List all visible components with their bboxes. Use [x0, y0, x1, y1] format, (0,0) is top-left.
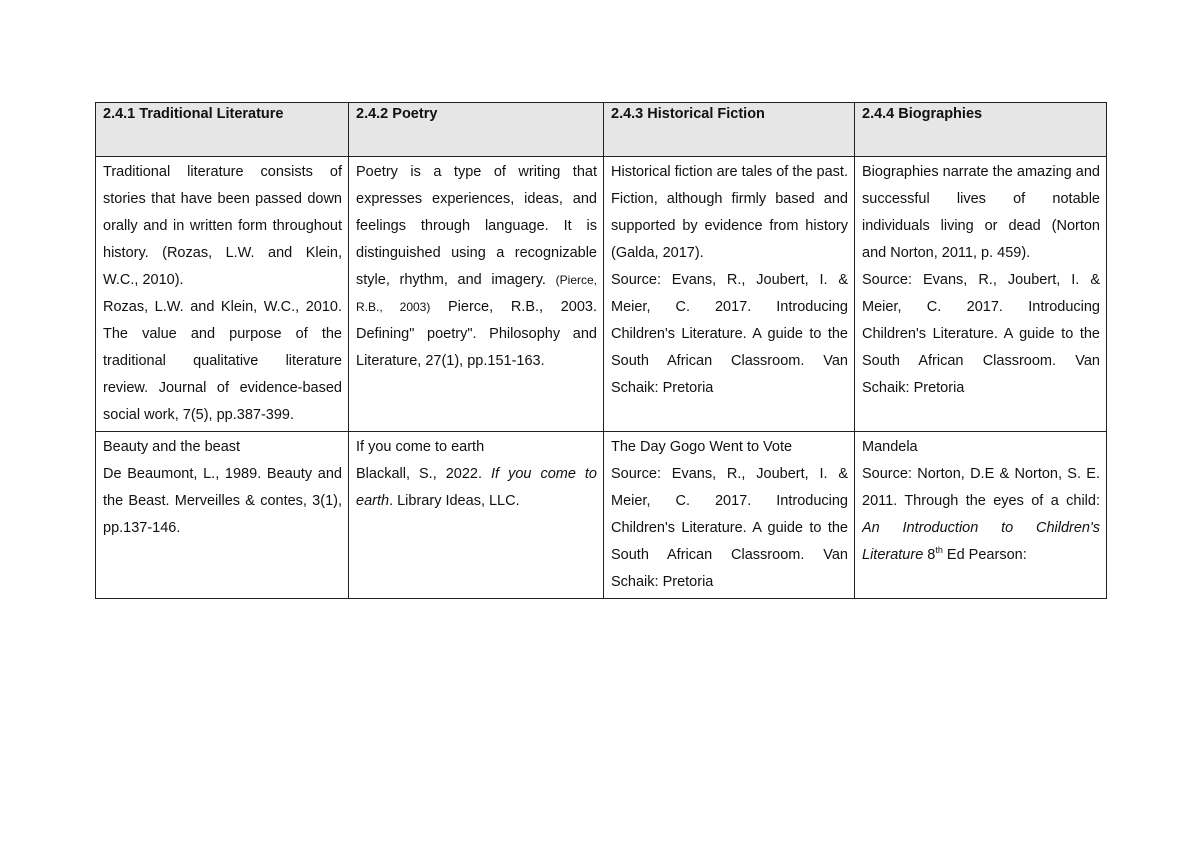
cell-historical-example	[604, 432, 855, 599]
cell-traditional-example	[96, 432, 349, 599]
biographies-source-start: Source: Norton, D.E & Norton, S. E. 2011. Through the eyes of a child:	[862, 466, 1100, 509]
table-row-definitions	[96, 157, 1107, 432]
table-header-row	[96, 103, 1107, 157]
header-poetry: 2.4.2 Poetry	[349, 103, 604, 157]
poetry-example-title: If you come to earth	[356, 439, 485, 455]
cell-biographies-example	[855, 432, 1107, 599]
biographies-source-italic: An Introduction to Children's Literature	[862, 520, 1100, 563]
historical-definition-text: Historical fiction are tales of the past. Fiction, although firmly based and supported by evidence from history (Galda, 2017).	[611, 164, 848, 261]
historical-example-title: The Day Gogo Went to Vote	[611, 439, 793, 455]
table-row-examples	[96, 432, 1107, 599]
biographies-definition-text: Biographies narrate the amazing and successful lives of notable individuals living or dead (Norton and Norton, 2011, p. 459).	[862, 164, 1100, 261]
cell-poetry-definition	[349, 157, 604, 432]
biographies-source-text: Source: Evans, R., Joubert, I. & Meier, C. 2017. Introducing Children's Literature. A guide to the South African Classroom. Van Schaik: Pretoria	[862, 272, 1100, 396]
header-historical-fiction: 2.4.3 Historical Fiction	[604, 103, 855, 157]
literature-genres-table	[95, 102, 1107, 599]
poetry-ref-title: If you come to earth	[356, 466, 597, 509]
biographies-source-end: Ed Pearson:	[946, 547, 1027, 563]
cell-poetry-example	[349, 432, 604, 599]
cell-biographies-definition	[855, 157, 1107, 432]
historical-example-source: Source: Evans, R., Joubert, I. & Meier, C. 2017. Introducing Children's Literature. A guide to the South African Classroom. Van Schaik: Pretoria	[611, 466, 848, 590]
traditional-example-title: Beauty and the beast	[103, 439, 241, 455]
traditional-example-reference: De Beaumont, L., 1989. Beauty and the Beast. Merveilles & contes, 3(1), pp.137-146.	[103, 466, 342, 536]
traditional-reference-text: Rozas, L.W. and Klein, W.C., 2010. The value and purpose of the traditional qualitative literature review. Journal of evidence-based social work, 7(5), pp.387-399.	[103, 299, 342, 423]
traditional-definition-text: Traditional literature consists of stories that have been passed down orally and in written form throughout history. (Rozas, L.W. and Klein, W.C., 2010).	[103, 164, 342, 288]
header-biographies: 2.4.4 Biographies	[855, 103, 1107, 157]
cell-traditional-definition	[96, 157, 349, 432]
biographies-edition-suffix: th	[935, 545, 943, 556]
cell-historical-definition	[604, 157, 855, 432]
poetry-ref-author: Blackall, S., 2022.	[356, 466, 483, 482]
poetry-definition-text: Poetry is a type of writing that expresses experiences, ideas, and feelings through language. It is distinguished using a recognizable style, rhythm, and imagery.	[356, 164, 597, 288]
header-traditional-literature: 2.4.1 Traditional Literature	[96, 103, 349, 157]
poetry-inline-citation: (Pierce, R.B., 2003)	[356, 273, 597, 314]
biographies-example-title: Mandela	[862, 439, 918, 455]
poetry-ref-publisher: . Library Ideas, LLC.	[389, 493, 520, 509]
historical-source-text: Source: Evans, R., Joubert, I. & Meier, C. 2017. Introducing Children's Literature. A guide to the South African Classroom. Van Schaik: Pretoria	[611, 272, 848, 396]
poetry-reference-text: Pierce, R.B., 2003. Defining" poetry". Philosophy and Literature, 27(1), pp.151-163.	[356, 299, 597, 369]
biographies-edition-number: 8	[927, 547, 936, 563]
